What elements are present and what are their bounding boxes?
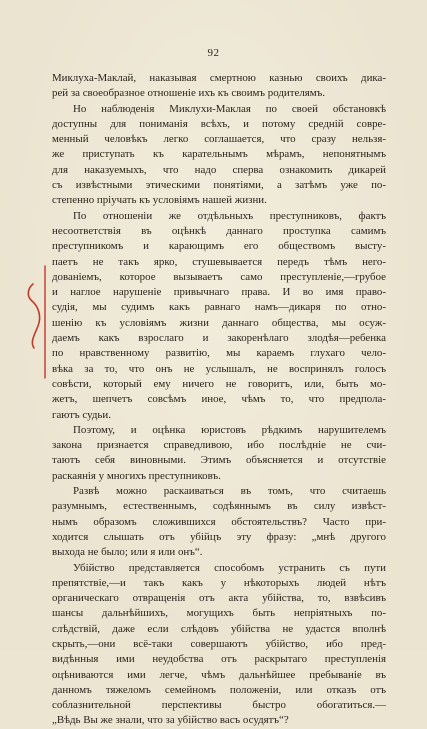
page-number: 92 — [207, 47, 220, 59]
text-line: паетъ не такъ ярко, стушевывается передъ тѣмъ него- — [52, 255, 386, 268]
text-line: гаютъ судьи. — [52, 408, 111, 421]
paragraph — [52, 561, 386, 729]
text-line: степенно пріучать къ условіямъ нашей жизни. — [52, 194, 267, 207]
text-line: данномъ тяжеломъ семейномъ положеніи, или отказъ отъ — [52, 683, 386, 696]
text-line: скрыть,—они всё-таки совершаютъ убійство, ибо пред- — [52, 637, 386, 650]
text-line: шенію къ условіямъ жизни даннаго общества, мы осуж- — [52, 316, 386, 329]
text-line: органическаго отвращенія отъ акта убійства, то, взвѣсивъ — [52, 592, 386, 605]
paragraph — [52, 102, 386, 209]
text-line: „Вѣдь Вы же знали, что за убійство васъ осудятъ“? — [52, 714, 289, 727]
text-line: выхода не было; или я или онъ“. — [52, 546, 203, 559]
text-line: По отношеніи же отдѣльныхъ преступниковъ, фактъ — [73, 209, 386, 222]
text-line: соблазнительной перспективы быстро обогатиться.— — [52, 699, 386, 712]
text-line: слѣдствій, даже если слѣдовъ убійства не удастся вполнѣ — [52, 622, 386, 635]
text-line: дованіемъ, которое вызываетъ само преступленіе,—грубое — [52, 270, 386, 283]
body-text — [52, 71, 386, 729]
text-line: Но наблюденія Миклухи-Маклая по своей обстановкѣ — [73, 102, 386, 115]
text-line: для наказуемыхъ, что надо сперва ознакомить дикарей — [52, 163, 386, 176]
text-line: судія, мы судимъ какъ равнаго намъ—дикаря по отно- — [52, 301, 386, 314]
text-line: рей за своеобразное отношеніе ихъ къ своимъ родителямъ. — [52, 87, 326, 100]
text-line: доступны для пониманія всѣхъ, и потому средній совре- — [52, 117, 386, 130]
text-line: шансы дальнѣйшихъ, могущихъ быть непріятныхъ по- — [52, 607, 386, 620]
text-line: Поэтому, и оцѣнка юристовъ рѣдкимъ нарушителемъ — [73, 423, 386, 436]
text-line: видѣнныя ими неудобства отъ раскрытаго преступленія — [52, 653, 386, 666]
text-line: преступникомъ и карающимъ его обществомъ высту- — [52, 240, 386, 253]
text-line: же приступать къ карательнымъ мѣрамъ, непонятнымъ — [52, 148, 386, 161]
text-line: закона признается справедливою, ибо послѣдніе не счи- — [52, 439, 386, 452]
text-line: вѣка за то, что онъ не услышалъ, не воспринялъ голосъ — [52, 362, 386, 375]
text-line: раскаянія у многихъ преступниковъ. — [52, 469, 221, 482]
paragraph — [52, 71, 386, 102]
text-line: совѣсти, который ему ничего не говоритъ, или, быть мо- — [52, 377, 386, 390]
paragraph — [52, 484, 386, 560]
text-line: Убійство представляется способомъ устранить съ пути — [73, 561, 386, 574]
text-line: таютъ себя виновными. Этимъ объясняется и отсутствіе — [52, 454, 386, 467]
text-line: ходится слышать отъ убійцъ эту фразу: „мнѣ другого — [52, 530, 386, 543]
text-line: менный человѣкъ легко соглашается, что сразу нельзя- — [52, 133, 386, 146]
text-line: нымъ образомъ сложившихся обстоятельствъ? Часто при- — [52, 515, 386, 528]
text-line: по нравственному развитію, мы караемъ глухаго чело- — [52, 347, 386, 360]
text-line: Развѣ можно раскаиваться въ томъ, что считаешь — [73, 485, 386, 498]
text-line: съ извѣстными этическими понятіями, а затѣмъ уже по- — [52, 179, 386, 192]
paragraph — [52, 209, 386, 423]
text-line: жетъ, шепчетъ совсѣмъ иное, чѣмъ то, что предпола- — [52, 393, 386, 406]
paragraph — [52, 423, 386, 484]
text-line: Миклуха-Маклай, наказывая смертною казнью своихъ дика- — [52, 72, 386, 84]
text-line: несоответствія въ оцѣнкѣ даннаго проступка самимъ — [52, 224, 386, 237]
text-line: разумнымъ, естественнымъ, содѣяннымъ въ силу извѣст- — [52, 500, 386, 513]
text-line: оцѣниваются ими легче, чѣмъ дальнѣйшее пребываніе въ — [52, 668, 386, 681]
text-line: даемъ какъ взрослаго и закоренѣлаго злодѣя—ребенка — [52, 332, 386, 345]
text-line: и наглое нарушеніе привычнаго права. И во имя право- — [52, 286, 386, 299]
text-line: препятствіе,—и такъ какъ у нѣкоторыхъ людей нѣтъ — [52, 576, 386, 589]
